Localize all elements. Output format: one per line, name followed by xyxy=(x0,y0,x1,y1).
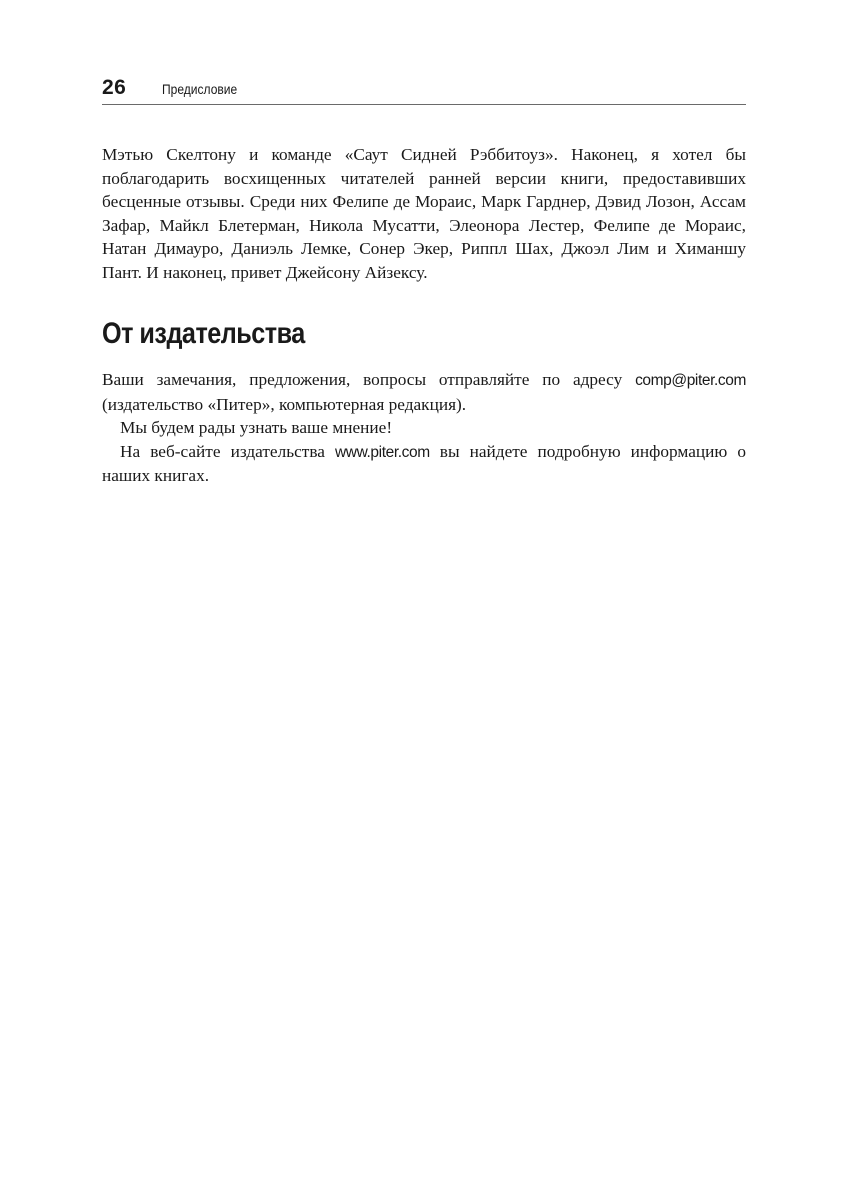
feedback-paragraph: Мы будем рады узнать ваше мнение! xyxy=(120,418,393,437)
email-link[interactable]: comp@piter.com xyxy=(635,372,746,389)
acknowledgements-paragraph: Мэтью Скелтону и команде «Саут Сидней Рэббитоуз». Наконец, я хотел бы поблагодарить восхищенных читателей ранней версии книги, предоставивших бесценные отзывы. Среди них Фелипе де Мораис, Марк Гарднер, Дэвид Лозон, Ассам Зафар, Майкл Блетерман, Никола Мусатти, Элеонора Лестер, Фелипе де Мораис, Натан Димауро, Даниэль Лемке, Сонер Экер, Риппл Шах, Джоэл Лим и Химаншу Пант. И наконец, привет Джейсону Айзексу. xyxy=(102,145,746,282)
contact-text-start: Ваши замечания, предложения, вопросы отправляйте по адресу xyxy=(102,370,636,389)
running-title: Предисловие xyxy=(162,81,238,97)
running-header xyxy=(102,74,746,104)
contact-paragraph xyxy=(102,368,746,416)
section-heading: От издательства xyxy=(102,317,305,350)
website-paragraph xyxy=(102,440,746,488)
website-text-end: вы найдете подробную информацию о наших книгах. xyxy=(102,441,746,485)
contact-text-end: (издательство «Питер», компьютерная редакция). xyxy=(102,394,467,414)
website-text-start: На веб-сайте издательства xyxy=(120,441,335,461)
publisher-section-body xyxy=(102,368,746,488)
website-link[interactable]: www.piter.com xyxy=(335,443,430,461)
header-rule xyxy=(102,104,746,105)
page-number: 26 xyxy=(102,76,127,99)
